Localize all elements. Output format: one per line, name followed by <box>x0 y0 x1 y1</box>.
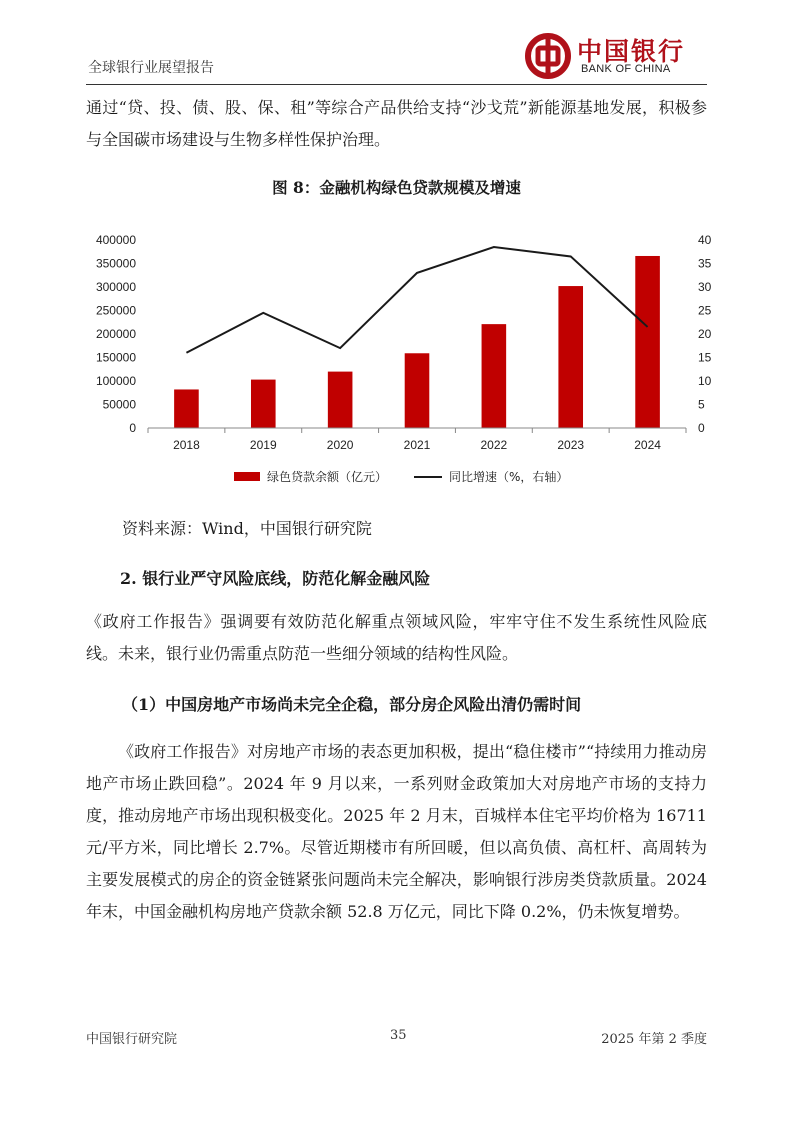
bank-of-china-emblem-icon <box>525 33 571 79</box>
subsection-heading: （1）中国房地产市场尚未完全企稳，部分房企风险出清仍需时间 <box>122 695 582 714</box>
bar <box>635 256 660 428</box>
y-tick-label: 250000 <box>95 303 136 318</box>
x-tick-label: 2024 <box>634 438 661 452</box>
y-tick-label: 50000 <box>102 397 136 412</box>
x-tick-label: 2018 <box>173 438 200 452</box>
bar <box>174 389 199 428</box>
y2-tick-label: 40 <box>698 233 712 247</box>
legend-label-bar: 绿色贷款余额（亿元） <box>267 470 388 484</box>
y-tick-label: 350000 <box>95 256 136 271</box>
y-tick-label: 150000 <box>95 350 136 365</box>
green-loan-chart <box>86 226 712 496</box>
report-title: 全球银行业展望报告 <box>88 60 214 76</box>
intro-paragraph: 通过“贷、投、债、股、保、租”等综合产品供给支持“沙戈荒”新能源基地发展，积极参与全国碳市场建设与生物多样性保护治理。 <box>86 98 707 149</box>
footer-org: 中国银行研究院 <box>86 1032 178 1047</box>
x-tick-label: 2019 <box>249 438 277 452</box>
bar <box>251 380 276 428</box>
legend-label-line: 同比增速（%，右轴） <box>449 470 569 484</box>
y2-tick-label: 30 <box>698 280 712 294</box>
property-paragraph: 《政府工作报告》对房地产市场的表态更加积极，提出“稳住楼市”“持续用力推动房地产市场止跌回稳”。2024 年 9 月以来，一系列财金政策加大对房地产市场的支持力度，推动房地产市场出现积极变化。2025 年 2 月末，百城样本住宅平均价格为 16711 元/平方米，同比增长 2.7%。尽管近期楼市有所回暖，但以高负债、高杠杆、高周转为主要发展模式的房企的资金链紧张问题尚未完全解决，影响银行涉房类贷款质量。2024 年末，中国金融机构房地产贷款余额 52.8 万亿元，同比下降 0.2%，仍未恢复增势。 <box>86 742 707 921</box>
bar <box>328 372 353 428</box>
x-tick-label: 2022 <box>480 438 508 452</box>
y-tick-label: 300000 <box>95 280 136 294</box>
page-number: 35 <box>390 1028 407 1043</box>
section-paragraph: 《政府工作报告》强调要有效防范化解重点领域风险，牢牢守住不发生系统性风险底线。未来，银行业仍需重点防范一些细分领域的结构性风险。 <box>86 612 707 663</box>
y2-tick-label: 35 <box>698 256 712 271</box>
x-tick-label: 2023 <box>557 438 585 452</box>
x-tick-label: 2020 <box>326 438 354 452</box>
figure-source: 资料来源：Wind，中国银行研究院 <box>122 519 372 538</box>
logo-english-text: BANK OF CHINA <box>581 63 671 75</box>
y2-tick-label: 0 <box>698 421 705 435</box>
bank-logo <box>525 32 705 80</box>
y-tick-label: 400000 <box>95 233 136 247</box>
section-heading: 2. 银行业严守风险底线，防范化解金融风险 <box>120 569 431 588</box>
y-tick-label: 100000 <box>95 374 136 388</box>
y2-tick-label: 5 <box>698 397 705 412</box>
bar <box>405 353 430 428</box>
y2-tick-label: 20 <box>698 327 712 341</box>
y2-tick-label: 25 <box>698 303 712 318</box>
y-tick-label: 0 <box>129 421 136 435</box>
legend-swatch-bar <box>234 472 260 481</box>
y-tick-label: 200000 <box>95 327 136 341</box>
x-tick-label: 2021 <box>403 438 431 452</box>
figure-title: 图 8：金融机构绿色贷款规模及增速 <box>272 178 521 197</box>
footer-period: 2025 年第 2 季度 <box>601 1032 707 1047</box>
y2-tick-label: 10 <box>698 374 712 388</box>
bar <box>482 324 507 428</box>
page-header <box>86 28 707 85</box>
logo-chinese-text: 中国银行 <box>577 37 686 66</box>
y2-tick-label: 15 <box>698 350 712 365</box>
bar <box>558 286 583 428</box>
